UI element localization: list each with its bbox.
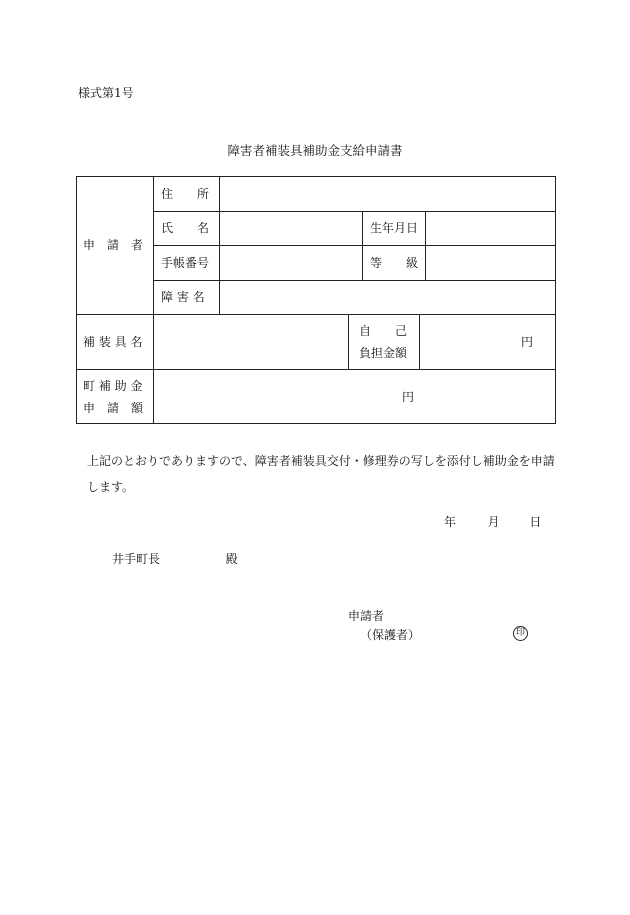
- document-title: 障害者補装具補助金支給申請書: [227, 143, 403, 158]
- applicant-section-label: 申 請 者: [83, 238, 144, 252]
- addressee: [112, 550, 238, 567]
- application-statement: 上記のとおりでありますので、障害者補装具交付・修理券の写しを添付し補助金を申請します。: [87, 454, 555, 494]
- subsidy-yen-unit: 円: [402, 390, 415, 404]
- application-form-table: [76, 176, 556, 424]
- disability-name-field[interactable]: [220, 281, 555, 313]
- guardian-label: （保護者）: [360, 628, 421, 642]
- subsidy-amount-field[interactable]: [154, 370, 394, 424]
- date-year-label: 年: [444, 515, 457, 529]
- birthdate-field[interactable]: [426, 212, 555, 244]
- notebook-number-label: 手帳番号: [161, 256, 210, 270]
- address-label: 住 所: [161, 187, 210, 201]
- device-name-label: 補 装 具 名: [83, 335, 143, 349]
- date-line: [444, 513, 541, 530]
- date-month-label: 月: [487, 515, 500, 529]
- self-pay-label-line1: 自 己: [359, 324, 408, 338]
- self-pay-yen-unit: 円: [521, 335, 534, 349]
- subsidy-label-line1: 町 補 助 金: [83, 379, 143, 393]
- device-name-field[interactable]: [154, 315, 347, 368]
- self-pay-label-line2: 負担金額: [359, 346, 408, 360]
- seal-icon: 印: [513, 626, 528, 641]
- divider: [348, 314, 349, 369]
- disability-name-label: 障 害 名: [161, 290, 205, 304]
- name-label: 氏 名: [161, 221, 210, 235]
- addressee-honorific: 殿: [225, 552, 238, 566]
- grade-field[interactable]: [426, 246, 555, 279]
- grade-label: 等 級: [370, 256, 419, 270]
- notebook-number-field[interactable]: [220, 246, 361, 279]
- applicant-signature-label: 申請者: [348, 609, 385, 623]
- address-field[interactable]: [220, 178, 555, 210]
- name-field[interactable]: [220, 212, 361, 244]
- subsidy-label-line2: 申 請 額: [83, 401, 144, 415]
- form-number: 様式第1号: [78, 86, 134, 100]
- date-day-label: 日: [529, 515, 542, 529]
- birthdate-label: 生年月日: [370, 221, 419, 235]
- addressee-mayor: 井手町長: [112, 552, 161, 566]
- self-pay-amount-field[interactable]: [420, 315, 515, 368]
